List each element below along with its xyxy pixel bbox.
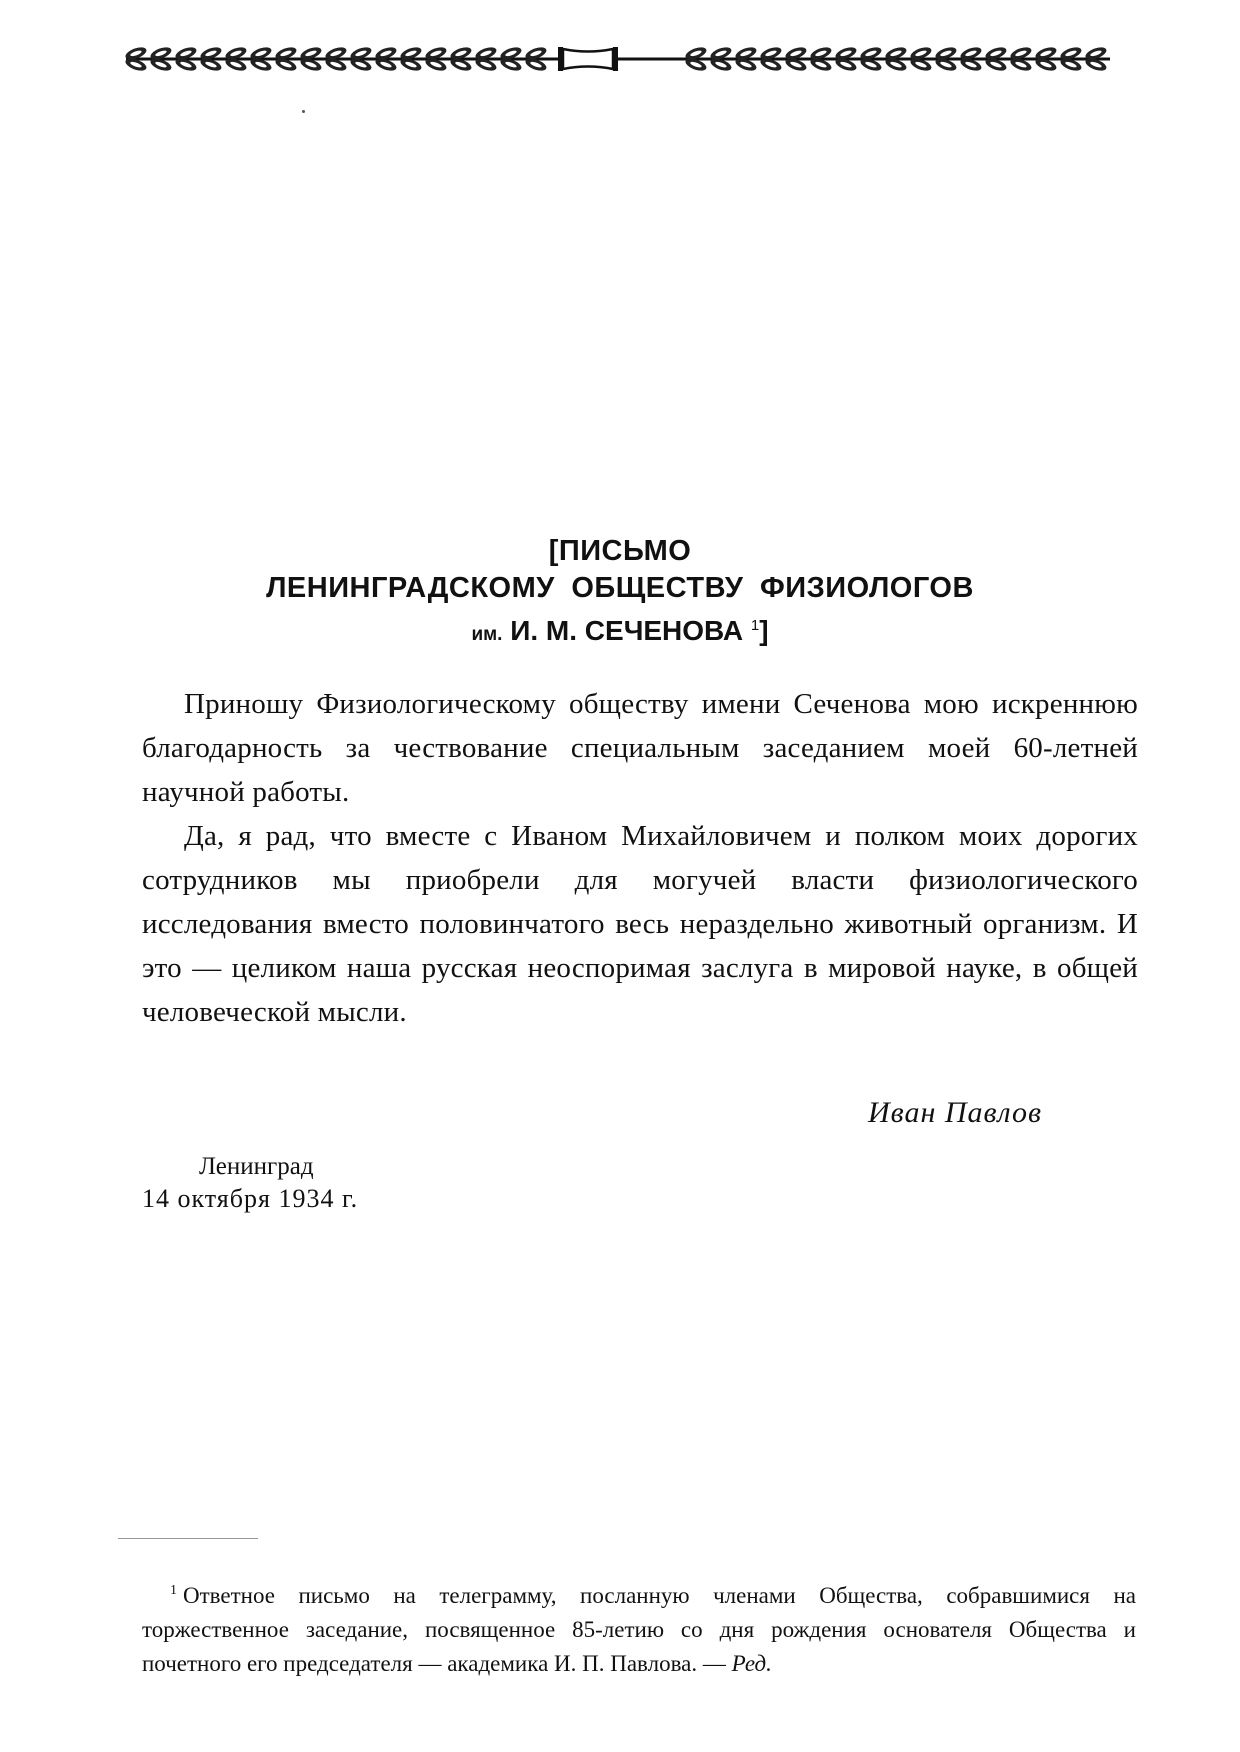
title-prefix: им.: [471, 624, 503, 645]
editor-tag: Ред.: [731, 1651, 772, 1676]
footnote-text: Ответное письмо на телеграмму, посланную членами Общества, собравшимися на торжественное заседание, посвященное 85-летию со дня рождения основателя Общества и почетного его председателя — академика И. П. Павлова. —: [142, 1583, 1136, 1676]
laurel-garland-ornament-icon: [118, 42, 1118, 76]
signature: Иван Павлов: [868, 1096, 1043, 1129]
date: 14 октября 1934 г.: [142, 1184, 359, 1213]
print-speck: [302, 110, 305, 113]
title-line-2: ЛЕНИНГРАДСКОМУ ОБЩЕСТВУ ФИЗИОЛОГОВ: [266, 572, 974, 604]
title-line-1: [ПИСЬМО: [548, 535, 692, 567]
closing-bracket: ]: [759, 615, 769, 646]
body-paragraph: Приношу Физиологическому обществу имени Сеченова мою искреннюю благодарность за чествование специальным заседанием моей 60-летней научной работы.: [142, 688, 1138, 808]
footnote-reference[interactable]: 1: [750, 617, 760, 634]
footnote: [142, 1574, 1136, 1681]
place: Ленинград: [199, 1153, 314, 1180]
body-paragraph: Да, я рад, что вместе с Иваном Михайловичем и полком моих дорогих сотрудников мы приобрели для могучей власти физиологического исследования вместо половинчатого весь нераздельно животный организм. И это — целиком наша русская неоспоримая заслуга в мировой науке, в общей человеческой мысли.: [142, 820, 1138, 1028]
title-line-3: [0, 607, 1240, 654]
title-name: И. М. СЕЧЕНОВА: [510, 615, 744, 646]
letter-title: [0, 533, 1240, 654]
footnote-mark: 1: [170, 1583, 177, 1598]
footnote-divider: [118, 1538, 258, 1539]
letter-body: [142, 682, 1138, 1034]
